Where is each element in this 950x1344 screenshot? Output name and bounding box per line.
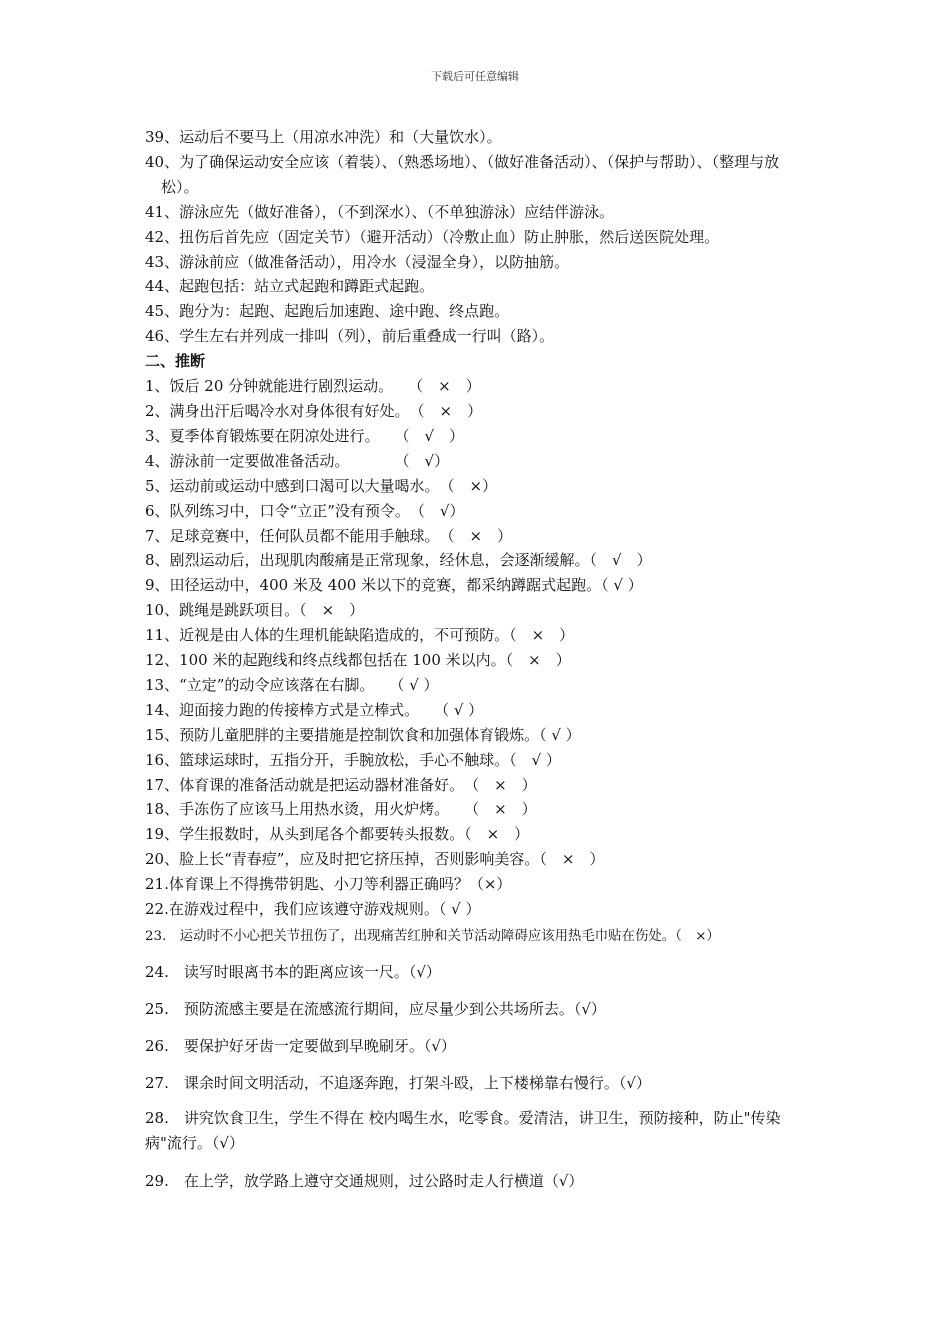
- judge-item: 18、手冻伤了应该马上用热水烫，用火炉烤。 （ × ）: [145, 800, 537, 819]
- fill-item: 40、为了确保运动安全应该（着装）、（熟悉场地）、（做好准备活动）、（保护与帮助）、（整理与放松）。: [145, 152, 780, 196]
- judge-item: 13、“立定”的动令应该落在右脚。 （ √ ）: [145, 675, 439, 694]
- judge-item: 11、近视是由人体的生理机能缺陷造成的，不可预防。（ × ）: [145, 626, 575, 645]
- judge-item: 17、体育课的准备活动就是把运动器材准备好。 （ × ）: [145, 775, 537, 794]
- judge-item: 10、跳绳是跳跃项目。（ × ）: [145, 601, 365, 620]
- fill-item: 41、游泳应先（做好准备），（不到深水）、（不单独游泳）应结伴游泳。: [145, 202, 615, 221]
- judge-item: 19、学生报数时，从头到尾各个都要转头报数。（ × ）: [145, 825, 530, 844]
- page-header: 下载后可任意编辑: [431, 70, 519, 83]
- judge-item: 7、足球竞赛中，任何队员都不能用手触球。 （ × ）: [145, 526, 513, 545]
- section-title: 二、推断: [145, 352, 206, 371]
- judge-item: 22.在游戏过程中，我们应该遵守游戏规则。（ √ ）: [145, 900, 481, 919]
- judge-item: 28. 讲究饮食卫生，学生不得在 校内喝生水，吃零食。爱清洁，讲卫生，预防接种，防止"传染病"流行。（√）: [145, 1109, 781, 1152]
- fill-item: 42、扭伤后首先应（固定关节）（避开活动）（冷敷止血）防止肿胀，然后送医院处理。: [145, 227, 720, 246]
- judge-item: 27. 课余时间文明活动，不追逐奔跑，打架斗殴，上下楼梯靠右慢行。（√）: [145, 1074, 651, 1092]
- judge-item: 14、迎面接力跑的传接棒方式是立棒式。 （ √ ）: [145, 700, 484, 719]
- judge-item: 21.体育课上不得携带钥匙、小刀等利器正确吗？（×）: [145, 875, 512, 894]
- judge-item: 2、满身出汗后喝冷水对身体很有好处。 （ × ）: [145, 401, 483, 420]
- judge-item: 29. 在上学，放学路上遵守交通规则，过公路时走人行横道（√）: [145, 1172, 584, 1190]
- fill-item: 44、起跑包括：站立式起跑和蹲距式起跑。: [145, 277, 435, 296]
- judge-item: 16、篮球运球时，五指分开，手腕放松，手心不触球。（ √ ）: [145, 750, 561, 769]
- judge-item: 20、脸上长“青春痘”，应及时把它挤压掉，否则影响美容。（ × ）: [145, 850, 605, 869]
- judge-item: 24. 读写时眼离书本的距离应该一尺。（√）: [145, 963, 441, 981]
- judge-item: 15、预防儿童肥胖的主要措施是控制饮食和加强体育锻炼。（ √ ）: [145, 725, 581, 744]
- judge-item: 25. 预防流感主要是在流感流行期间，应尽量少到公共场所去。（√）: [145, 1000, 606, 1018]
- judge-item: 3、夏季体育锻炼要在阴凉处进行。 （ √ ）: [145, 426, 465, 445]
- judge-item: 9、田径运动中，400 米及 400 米以下的竞赛，都采纳蹲踞式起跑。（ √ ）: [145, 576, 643, 595]
- judge-item: 6、队列练习中，口令“立正”没有预令。 （ √）: [145, 501, 465, 520]
- judge-item: 8、剧烈运动后，出现肌肉酸痛是正常现象，经休息，会逐渐缓解。（ √ ）: [145, 551, 652, 570]
- judge-item: 12、100 米的起跑线和终点线都包括在 100 米以内。（ × ）: [145, 651, 571, 670]
- judge-item: 1、饭后 20 分钟就能进行剧烈运动。 （ × ）: [145, 377, 481, 396]
- fill-item: 39、运动后不要马上（用凉水冲洗）和（大量饮水）。: [145, 128, 502, 146]
- judge-item: 5、运动前或运动中感到口渴可以大量喝水。 （ ×）: [145, 476, 498, 495]
- fill-in-section: [145, 125, 815, 922]
- fill-item: 43、游泳前应（做准备活动），用冷水（浸湿全身），以防抽筋。: [145, 252, 570, 271]
- judge-item: 26. 要保护好牙齿一定要做到早晚刷牙。（√）: [145, 1037, 456, 1055]
- fill-item: 45、跑分为：起跑、起跑后加速跑、途中跑、终点跑。: [145, 302, 510, 321]
- judge-item: 23. 运动时不小心把关节扭伤了，出现痛苦红肿和关节活动障碍应该用热毛巾贴在伤处。（ ×）: [145, 929, 720, 944]
- fill-item: 46、学生左右并列成一排叫（列），前后重叠成一行叫（路）。: [145, 327, 555, 346]
- judge-item: 4、游泳前一定要做准备活动。 （ √）: [145, 451, 450, 470]
